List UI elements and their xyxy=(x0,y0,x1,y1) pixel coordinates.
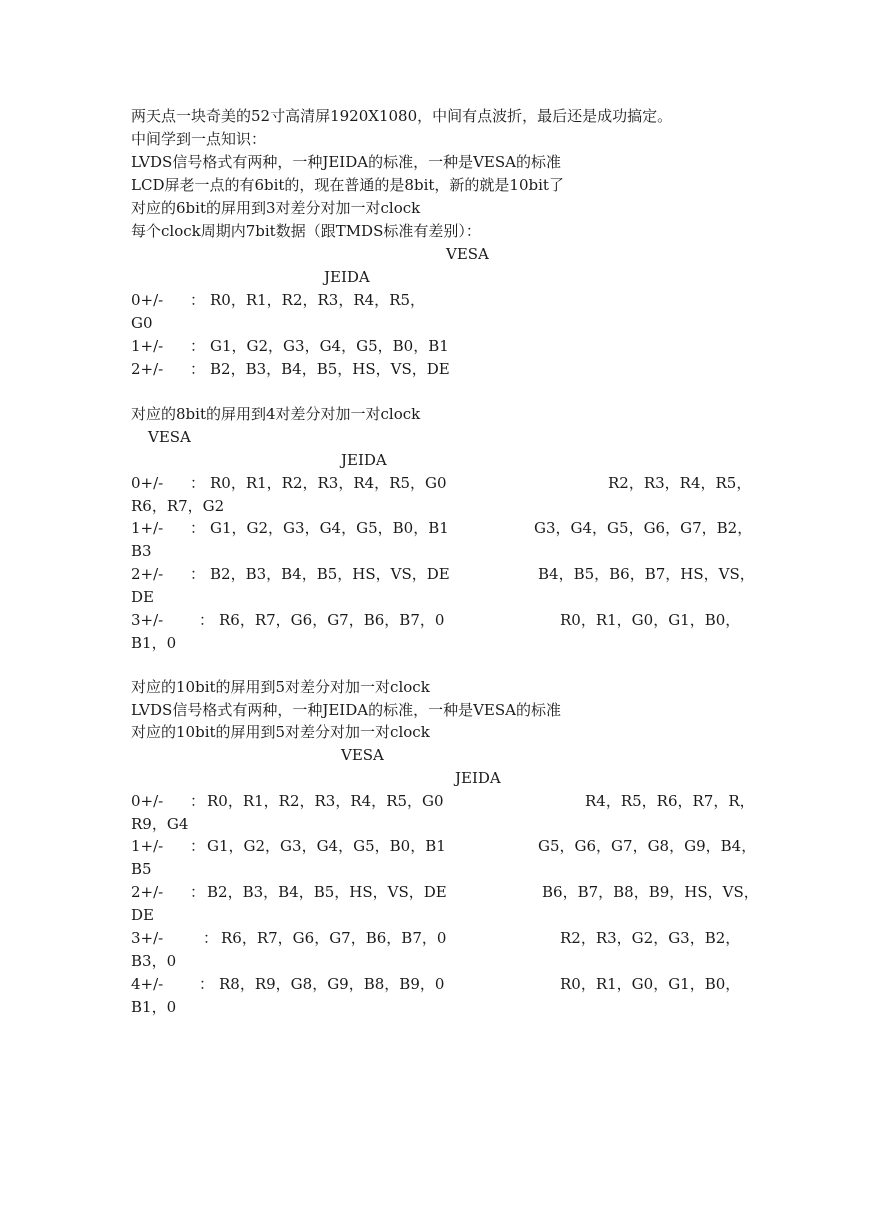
right-bits: R0，R1，G0，G1，B0， xyxy=(560,611,741,629)
right-bits: R2，R3，G2，G3，B2， xyxy=(560,929,741,947)
pair-label: 4+/- xyxy=(131,975,164,993)
left-bits: R0，R1，R2，R3，R4，R5，G0 xyxy=(210,474,447,492)
left-bits: R6，R7，G6，G7，B6，B7，0 xyxy=(219,611,445,629)
pair-separator: ： xyxy=(190,792,206,810)
wrapped-bits: DE xyxy=(131,588,154,606)
jeida-bits: R0，R1，R2，R3，R4，R5， xyxy=(210,291,426,309)
ten-bit-vesa-label: VESA xyxy=(341,746,384,764)
right-bits: R0，R1，G0，G1，B0， xyxy=(560,975,741,993)
ten-bit-heading: 对应的10bit的屏用到5对差分对加一对clock xyxy=(131,678,430,696)
jeida-bits: G1，G2，G3，G4，G5，B0，B1 xyxy=(210,337,449,355)
left-bits: G1，G2，G3，G4，G5，B0，B1 xyxy=(210,519,449,537)
intro-line: LVDS信号格式有两种，一种JEIDA的标准，一种是VESA的标准 xyxy=(131,153,561,171)
intro-line: 中间学到一点知识： xyxy=(131,130,267,148)
jeida-bits: B2，B3，B4，B5，HS，VS，DE xyxy=(210,360,450,378)
ten-bit-jeida-label: JEIDA xyxy=(455,769,501,787)
right-bits: G5，G6，G7，G8，G9，B4， xyxy=(538,837,757,855)
pair-separator: ： xyxy=(190,519,206,537)
left-bits: B2，B3，B4，B5，HS，VS，DE xyxy=(210,565,450,583)
intro-line: 两天点一块奇美的52寸高清屏1920X1080，中间有点波折，最后还是成功搞定。 xyxy=(131,107,673,125)
pair-label: 2+/- xyxy=(131,883,164,901)
pair-label: 1+/- xyxy=(131,519,164,537)
wrapped-bits: B1，0 xyxy=(131,998,177,1016)
pair-separator: ： xyxy=(190,837,206,855)
wrapped-bits: B3，0 xyxy=(131,952,177,970)
pair-label: 0+/- xyxy=(131,291,164,309)
pair-label: 0+/- xyxy=(131,792,164,810)
wrapped-bits: R9，G4 xyxy=(131,815,189,833)
pair-label: 1+/- xyxy=(131,837,164,855)
left-bits: R6，R7，G6，G7，B6，B7，0 xyxy=(221,929,447,947)
eight-bit-vesa-label: VESA xyxy=(148,428,191,446)
pair-separator: ： xyxy=(190,360,206,378)
pair-label: 1+/- xyxy=(131,337,164,355)
wrapped-bits: B1，0 xyxy=(131,634,177,652)
pair-separator: ： xyxy=(190,883,206,901)
six-bit-jeida-label: JEIDA xyxy=(324,268,370,286)
six-bit-vesa-label: VESA xyxy=(446,245,489,263)
right-bits: B6，B7，B8，B9，HS，VS， xyxy=(542,883,759,901)
left-bits: B2，B3，B4，B5，HS，VS，DE xyxy=(207,883,447,901)
right-bits: R4，R5，R6，R7，R， xyxy=(585,792,755,810)
intro-line: 对应的6bit的屏用到3对差分对加一对clock xyxy=(131,199,421,217)
right-bits: B4，B5，B6，B7，HS，VS， xyxy=(538,565,755,583)
left-bits: R8，R9，G8，G9，B8，B9，0 xyxy=(219,975,445,993)
wrapped-bits: B5 xyxy=(131,860,152,878)
wrapped-bits: DE xyxy=(131,906,154,924)
ten-bit-heading: LVDS信号格式有两种，一种JEIDA的标准，一种是VESA的标准 xyxy=(131,701,561,719)
intro-line: LCD屏老一点的有6bit的，现在普通的是8bit，新的就是10bit了 xyxy=(131,176,564,194)
pair-separator: ： xyxy=(190,337,206,355)
right-bits: G3，G4，G5，G6，G7，B2， xyxy=(534,519,753,537)
eight-bit-heading: 对应的8bit的屏用到4对差分对加一对clock xyxy=(131,405,421,423)
intro-line: 每个clock周期内7bit数据（跟TMDS标准有差别）： xyxy=(131,222,481,240)
pair-separator: ： xyxy=(199,611,215,629)
pair-separator: ： xyxy=(190,474,206,492)
pair-separator: ： xyxy=(199,975,215,993)
pair-label: 2+/- xyxy=(131,360,164,378)
ten-bit-heading: 对应的10bit的屏用到5对差分对加一对clock xyxy=(131,723,430,741)
right-bits: R2，R3，R4，R5， xyxy=(608,474,752,492)
eight-bit-jeida-label: JEIDA xyxy=(341,451,387,469)
wrapped-bits: G0 xyxy=(131,314,153,332)
pair-label: 3+/- xyxy=(131,929,164,947)
pair-separator: ： xyxy=(190,565,206,583)
pair-label: 3+/- xyxy=(131,611,164,629)
left-bits: G1，G2，G3，G4，G5，B0，B1 xyxy=(207,837,446,855)
wrapped-bits: B3 xyxy=(131,542,152,560)
left-bits: R0，R1，R2，R3，R4，R5，G0 xyxy=(207,792,444,810)
pair-separator: ： xyxy=(190,291,206,309)
wrapped-bits: R6，R7，G2 xyxy=(131,497,225,515)
pair-label: 0+/- xyxy=(131,474,164,492)
pair-label: 2+/- xyxy=(131,565,164,583)
pair-separator: ： xyxy=(203,929,219,947)
